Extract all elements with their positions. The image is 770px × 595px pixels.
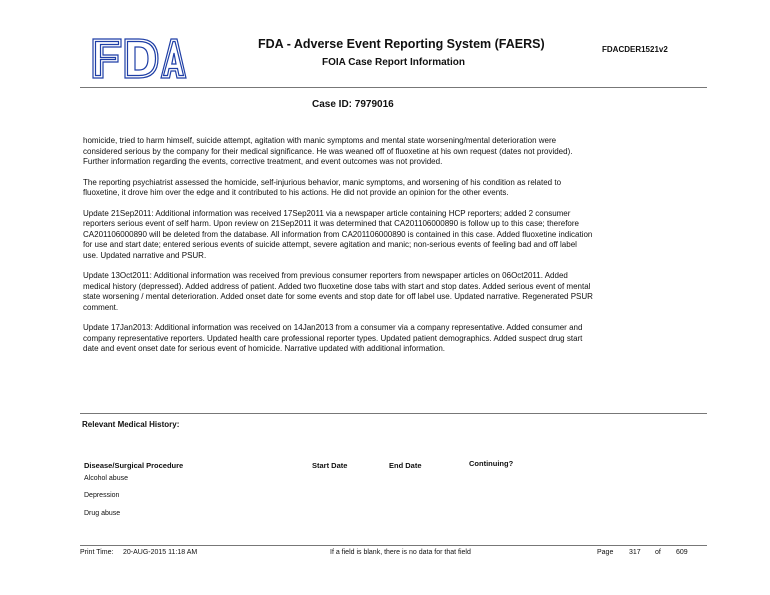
section-divider [80, 413, 707, 414]
medical-history-title: Relevant Medical History: [82, 420, 180, 429]
narrative-paragraph: The reporting psychiatrist assessed the homicide, self-injurious behavior, manic symptoms, and worsening of his condition as related to fluoxetine, it drove him over the edge and it contributed to his actions. He did not provide an opinion for the other events. [83, 177, 562, 197]
narrative-paragraph: homicide, tried to harm himself, suicide attempt, agitation with manic symptoms and mental state worsening/mental deterioration were considered serious by the company for their medical significance. He was weaned off of fluoxetine at his own request (dates not provided). Further information regarding the events, corrective treatment, and event outcomes was not provided. [83, 136, 573, 166]
narrative-paragraph: Update 17Jan2013: Additional information was received on 14Jan2013 from a consumer via a company representative. Added consumer and company representative reporters. Updated health care professional reporter types. Updated patient demographics. Added suspect drug start date and event onset date for serious event of homicide. Narrative updated with additional information. [83, 323, 583, 353]
page-label: Page [597, 549, 614, 556]
fda-logo-text: FDA [139, 59, 141, 60]
page-total: 609 [676, 549, 688, 556]
page-of-label: of [655, 549, 661, 556]
print-time-label: Print Time: [80, 549, 114, 556]
report-subtitle: FOIA Case Report Information [322, 57, 465, 68]
blank-field-note: If a field is blank, there is no data for that field [330, 549, 471, 556]
history-item: Alcohol abuse [84, 475, 128, 482]
document-id: FDACDER1521v2 [602, 45, 668, 54]
column-header-end-date: End Date [389, 461, 422, 470]
case-id: Case ID: 7979016 [312, 99, 394, 110]
report-title: FDA - Adverse Event Reporting System (FAERS) [258, 37, 545, 51]
print-time-value: 20-AUG-2015 11:18 AM [123, 549, 198, 556]
fda-logo [91, 37, 187, 80]
footer-divider [80, 545, 707, 546]
narrative-paragraph: Update 21Sep2011: Additional information was received 17Sep2011 via a newspaper article containing HCP reporters; added 2 consumer reporters serious event of self harm. Upon review on 21Sep2011 it was determined that CA201106000890 is follow up to this case; therefore CA201106000890 will be deleted from the database. All information from CA201106000890 is contained in this case. Added fluoxetine indication for use and start date; entered serious events of suicide attempt, severe agitation and manic; non-serious events of feeling bad and off label use. Updated narrative and PSUR. [83, 208, 593, 260]
column-header-disease: Disease/Surgical Procedure [84, 461, 184, 470]
history-item: Drug abuse [84, 510, 121, 517]
column-header-continuing: Continuing? [469, 459, 514, 468]
column-header-start-date: Start Date [312, 461, 348, 470]
narrative-paragraph: Update 13Oct2011: Additional information was received from previous consumer reporters from newspaper articles on 06Oct2011. Added medical history (depressed). Added address of patient. Added two fluoxetine dose tabs with start and stop dates. Added serious event of mental state worsening / mental deterioration. Added onset date for some events and stop date for off label use. Updated narrative. Regenerated PSUR comment. [83, 271, 593, 312]
page-number: 317 [629, 549, 641, 556]
case-narrative [83, 136, 593, 365]
history-item: Depression [84, 492, 120, 499]
header-divider [80, 87, 707, 88]
